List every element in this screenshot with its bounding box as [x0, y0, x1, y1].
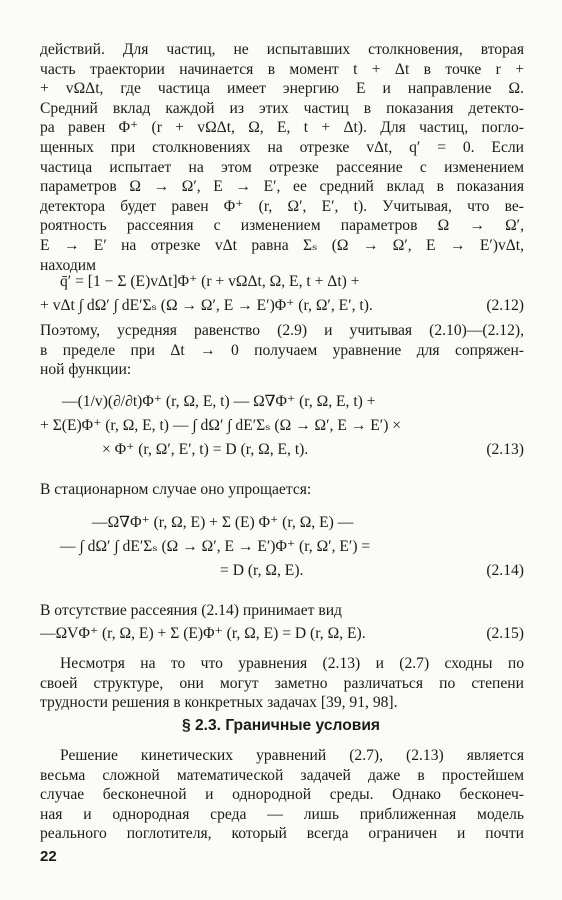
text-line: E → E′ на отрезке vΔt равна Σₛ (Ω → Ω′, E → E′)vΔt,	[40, 236, 524, 254]
paragraph-trajectory	[40, 40, 524, 275]
text-line: Решение кинетических уравнений (2.7), (2.13) является	[60, 747, 524, 764]
text-line: ная и однородная среда — лишь приближенная модель	[40, 805, 524, 823]
text-line: + vΩΔt, где частица имеет энергию E и направление Ω.	[40, 80, 524, 98]
equation-line: + Σ(E)Φ⁺ (r, Ω, E, t) — ∫ dΩ′ ∫ dE′Σₛ (Ω → Ω′, E → E′) ×	[40, 417, 402, 434]
text-line: весьма сложной математической задачей даже в простейшем	[40, 766, 524, 784]
equation-number: (2.13)	[486, 441, 524, 458]
text-line: своей структуре, они могут заметно различаться по степени	[40, 674, 524, 692]
equation-2-14	[40, 513, 524, 585]
section-heading: § 2.3. Граничные условия	[181, 717, 381, 734]
text-line: Несмотря на то что уравнения (2.13) и (2.7) сходны по	[60, 655, 524, 672]
text-line: детектора будет равен Φ⁺ (r, Ω′, E′, t). Учитывая, что ве-	[40, 197, 524, 215]
text-line: Поэтому, усредняя равенство (2.9) и учитывая (2.10)—(2.12),	[40, 322, 524, 339]
equation-2-13	[40, 392, 524, 464]
text-line: часть траектории начинается в момент t + Δt в точке r +	[40, 60, 524, 78]
paragraph-adjoint	[40, 321, 524, 380]
text-line: роятность рассеяния с изменением параметров Ω → Ω′,	[40, 217, 524, 235]
text-line: трудности решения в конкретных задачах [39, 91, 98].	[40, 694, 398, 712]
text-line: Средний вклад каждой из этих частиц в показания детекто-	[40, 99, 524, 117]
equation-2-15	[40, 624, 524, 648]
equation-line: + vΔt ∫ dΩ′ ∫ dE′Σₛ (Ω → Ω′, E → E′)Φ⁺ (r, Ω′, E′, t).	[40, 297, 373, 314]
text-line: случае бесконечной и однородной среды. Однако бесконеч-	[40, 786, 524, 804]
equation-line: = D (r, Ω, E).	[220, 562, 304, 579]
text-line: в пределе при Δt → 0 получаем уравнение для сопряжен-	[40, 341, 524, 359]
equation-number: (2.14)	[486, 562, 524, 579]
text-line: В отсутствие рассеяния (2.14) принимает вид	[40, 602, 342, 619]
equation-2-12	[40, 272, 524, 320]
equation-line: q̄′ = [1 − Σ (E)vΔt]Φ⁺ (r + vΩΔt, Ω, E, t + Δt) +	[60, 273, 360, 290]
text-line: щенных при столкновениях на отрезке vΔt, q′ = 0. Если	[40, 138, 524, 156]
equation-number: (2.15)	[486, 625, 524, 642]
equation-number: (2.12)	[486, 297, 524, 314]
equation-line: × Φ⁺ (r, Ω′, E′, t) = D (r, Ω, E, t).	[102, 441, 309, 458]
page-number: 22	[40, 848, 57, 865]
equation-line: —ΩVΦ⁺ (r, Ω, E) + Σ (E)Φ⁺ (r, Ω, E) = D (r, Ω, E).	[40, 625, 366, 642]
text-line: ра равен Φ⁺ (r + vΩΔt, Ω, E, t + Δt). Для частиц, погло-	[40, 119, 524, 137]
paragraph-comparison	[40, 654, 524, 713]
paragraph-boundary	[40, 746, 524, 844]
text-line: находим	[40, 256, 96, 274]
equation-line: — ∫ dΩ′ ∫ dE′Σₛ (Ω → Ω′, E → E′)Φ⁺ (r, Ω′, E′) =	[60, 538, 371, 555]
text-line: ной функции:	[40, 361, 132, 379]
text-line: реального поглотителя, который всегда ограничен и почти	[40, 825, 524, 843]
paragraph-no-scattering	[40, 601, 524, 621]
text-line: параметров Ω → Ω′, E → E′, ее средний вклад в показания	[40, 178, 524, 196]
text-line: В стационарном случае оно упрощается:	[40, 481, 312, 498]
paragraph-stationary	[40, 480, 524, 500]
text-line: действий. Для частиц, не испытавших столкновения, вторая	[40, 41, 524, 58]
equation-line: —(1/v)(∂/∂t)Φ⁺ (r, Ω, E, t) — Ω∇Φ⁺ (r, Ω, E, t) +	[62, 393, 376, 410]
equation-line: —Ω∇Φ⁺ (r, Ω, E) + Σ (E) Φ⁺ (r, Ω, E) —	[92, 514, 354, 531]
text-line: частица испытает на этом отрезке рассеяние с изменением	[40, 158, 524, 176]
